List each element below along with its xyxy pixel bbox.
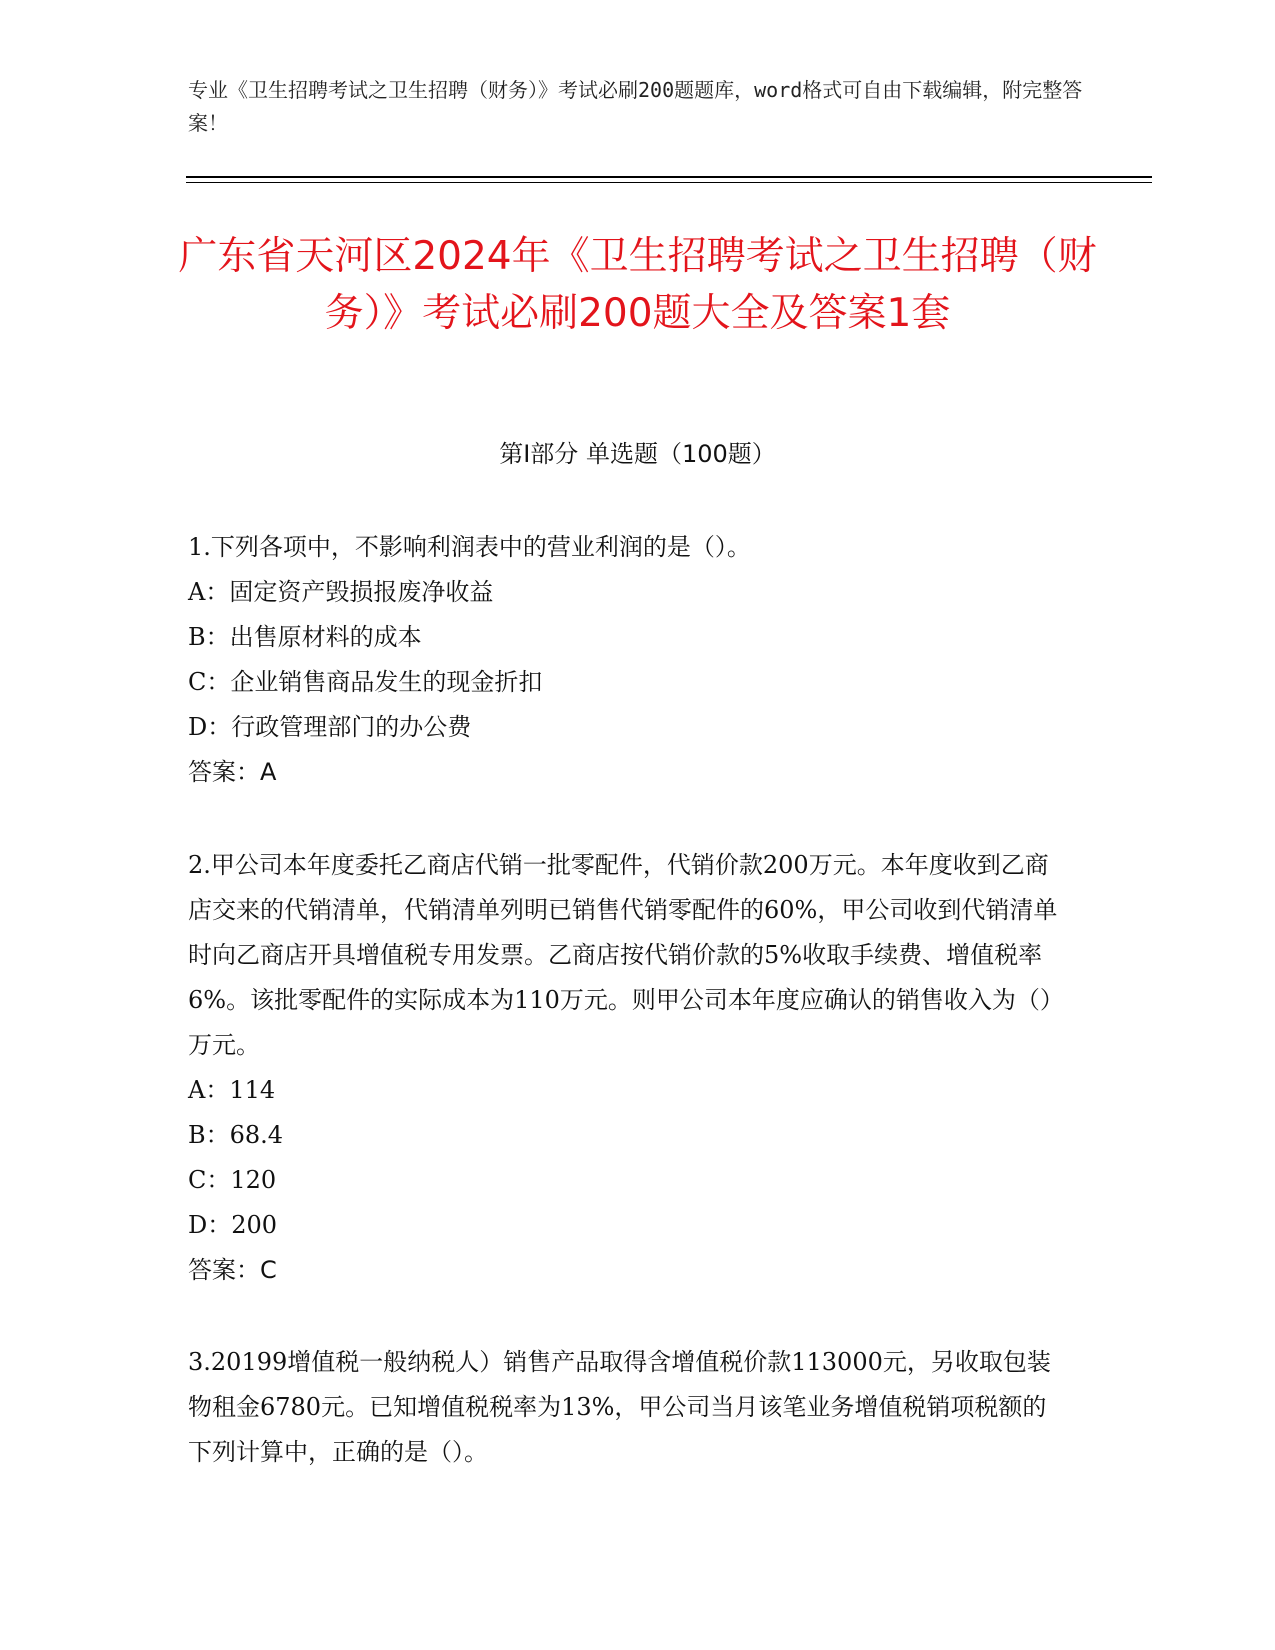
question-3 [188,1340,1068,1475]
document-title: 广东省天河区2024年《卫生招聘考试之卫生招聘（财务）》考试必刷200题大全及答案1套 [178,234,1097,336]
question-stem: 3.20199增值税一般纳税人）销售产品取得含增值税价款113000元，另收取包装物租金6780元。已知增值税税率为13%，甲公司当月该笔业务增值税销项税额的下列计算中，正确的是（）。 [188,1348,1051,1466]
section-title: 第Ⅰ部分 单选题（100题） [499,440,776,468]
option-a: A：固定资产毁损报废净收益 [188,578,494,606]
option-d: D：200 [188,1211,278,1239]
header-note: 专业《卫生招聘考试之卫生招聘（财务）》考试必刷200题题库，word格式可自由下载编辑，附完整答案！ [188,78,1083,135]
answer: 答案：A [188,758,277,786]
question-stem: 1.下列各项中，不影响利润表中的营业利润的是（）。 [188,533,751,561]
header-divider-thin [186,182,1152,183]
question-stem: 2.甲公司本年度委托乙商店代销一批零配件，代销价款200万元。本年度收到乙商店交来的代销清单，代销清单列明已销售代销零配件的60%，甲公司收到代销清单时向乙商店开具增值税专用发票。乙商店按代销价款的5%收取手续费、增值税率6%。该批零配件的实际成本为110万元。则甲公司本年度应确认的销售收入为（）万元。 [188,851,1064,1059]
option-a: A：114 [188,1076,276,1104]
option-c: C：120 [188,1166,277,1194]
header-divider-thick [186,176,1152,178]
option-d: D：行政管理部门的办公费 [188,713,472,741]
question-1 [188,525,1068,795]
option-b: B：出售原材料的成本 [188,623,422,651]
option-b: B：68.4 [188,1121,284,1149]
answer: 答案：C [188,1256,277,1284]
option-c: C：企业销售商品发生的现金折扣 [188,668,543,696]
question-2 [188,843,1068,1293]
